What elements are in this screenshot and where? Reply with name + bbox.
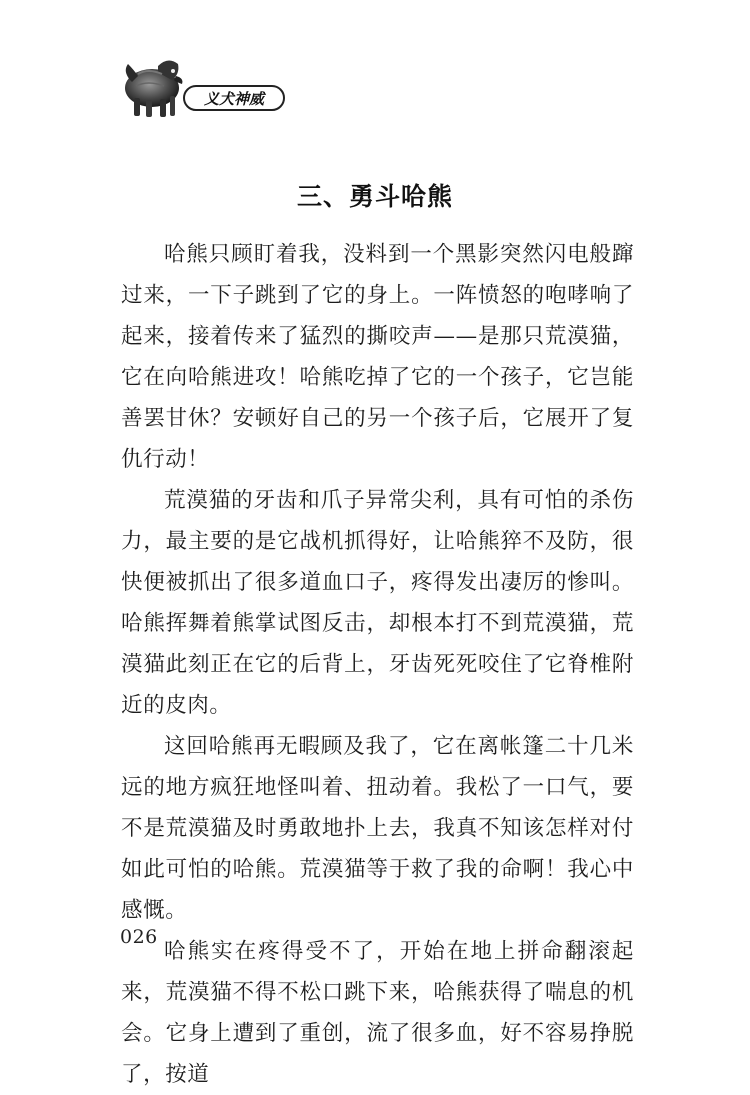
- paragraph: 哈熊只顾盯着我，没料到一个黑影突然闪电般蹿过来，一下子跳到了它的身上。一阵愤怒的咆哮响了起来，接着传来了猛烈的撕咬声——是那只荒漠猫，它在向哈熊进攻！哈熊吃掉了它的一个孩子，它岂能善罢甘休？安顿好自己的另一个孩子后，它展开了复仇行动！: [121, 242, 634, 472]
- dog-logo-icon: [125, 60, 182, 117]
- series-title: 义犬神威: [203, 90, 265, 108]
- header-graphic: [118, 52, 288, 124]
- chapter-title: 三、勇斗哈熊: [296, 181, 453, 211]
- paragraph: 这回哈熊再无暇顾及我了，它在离帐篷二十几米远的地方疯狂地怪叫着、扭动着。我松了一口气，要不是荒漠猫及时勇敢地扑上去，我真不知该怎样对付如此可怕的哈熊。荒漠猫等于救了我的命啊！我心中感慨。: [121, 734, 634, 923]
- page-number: 026: [120, 926, 158, 948]
- paragraph: 哈熊实在疼得受不了，开始在地上拼命翻滚起来，荒漠猫不得不松口跳下来，哈熊获得了喘息的机会。它身上遭到了重创，流了很多血，好不容易挣脱了，按道: [121, 939, 634, 1087]
- body-text: [121, 234, 634, 1095]
- series-header: [118, 52, 288, 124]
- paragraph: 荒漠猫的牙齿和爪子异常尖利，具有可怕的杀伤力，最主要的是它战机抓得好，让哈熊猝不及防，很快便被抓出了很多道血口子，疼得发出凄厉的惨叫。哈熊挥舞着熊掌试图反击，却根本打不到荒漠猫，荒漠猫此刻正在它的后背上，牙齿死死咬住了它脊椎附近的皮肉。: [121, 488, 634, 718]
